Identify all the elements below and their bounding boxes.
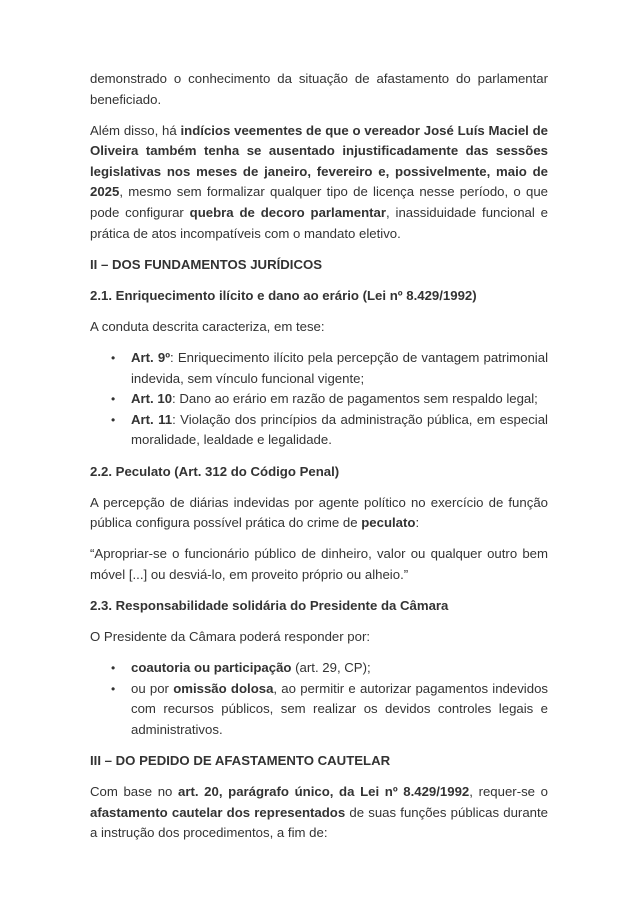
text-run: A percepção de diárias indevidas por agente político no exercício de função pública configura possível prática do crime de [90,494,548,531]
bullet-icon: • [111,412,116,427]
text-run: , requer-se o [469,784,548,800]
bullet-icon: • [111,681,116,696]
paragraph-continuation: demonstrado o conhecimento da situação de afastamento do parlamentar beneficiado. [90,71,548,107]
text-run-bold: Art. 11 [131,411,173,427]
bullet-icon: • [111,392,116,407]
text-run: Além disso, há [90,122,181,138]
bullet-icon: • [111,351,116,366]
text-run-bold: coautoria ou participação [131,660,292,676]
list-responsabilidades [90,658,548,740]
bullet-icon: • [111,661,116,676]
text-run-bold: indícios veementes de que o vereador José Luís Maciel de Oliveira também tenha se ausentado injustificadamente das sessões legislativas nos meses de janeiro, fevereiro e, possivelmente, maio de 2025 [90,122,548,200]
text-run: , inassiduidade funcional e prática de atos incompatíveis com o mandato eletivo. [90,205,548,241]
text-run: (art. 29, CP); [291,660,371,676]
paragraph-presidente-camara: O Presidente da Câmara poderá responder por: [90,629,371,645]
text-run: , ao permitir e autorizar pagamentos indevidos com recursos públicos, sem realizar os devidos controles legais e administrativos. [131,680,548,737]
text-run-bold: quebra de decoro parlamentar [189,205,387,221]
paragraph-conduta-descrita: A conduta descrita caracteriza, em tese: [90,318,325,334]
text-run: Com base no [90,784,179,800]
text-run-bold: art. 20, parágrafo único, da Lei nº 8.429/1992 [178,784,470,800]
text-run: , mesmo sem formalizar qualquer tipo de licença nesse período, o que pode configurar [90,184,548,221]
text-run-bold: peculato [361,515,416,531]
list-item-coautoria [90,658,548,679]
text-run: ou por [131,680,174,696]
heading-2-3-responsabilidade-solidaria: 2.3. Responsabilidade solidária do Presidente da Câmara [90,597,449,613]
text-run-bold: Art. 10 [131,391,173,407]
list-item-art-10 [90,389,548,410]
paragraph-percepcao-diarias [90,493,548,534]
list-item-art-11 [90,410,548,451]
text-run: : Dano ao erário em razão de pagamentos sem respaldo legal; [172,391,538,407]
paragraph-com-base-art-20 [90,782,548,844]
text-run-bold: Art. 9º [131,350,171,366]
heading-section-2-fundamentos-juridicos: II – DOS FUNDAMENTOS JURÍDICOS [90,256,323,272]
text-run: : [415,515,420,531]
text-run: : Enriquecimento ilícito pela percepção de vantagem patrimonial indevida, sem vínculo funcional vigente; [131,350,548,386]
heading-2-2-peculato: 2.2. Peculato (Art. 312 do Código Penal) [90,463,340,479]
paragraph-indicios-veementes [90,121,548,245]
text-run: de suas funções públicas durante a instrução dos procedimentos, a fim de: [90,804,548,841]
paragraph-citacao-codigo-penal: “Apropriar-se o funcionário público de dinheiro, valor ou qualquer outro bem móvel [...] ou desviá-lo, em proveito próprio ou alheio.” [90,546,548,582]
heading-section-3-pedido-afastamento-cautelar: III – DO PEDIDO DE AFASTAMENTO CAUTELAR [90,753,391,769]
list-item-omissao-dolosa [90,679,548,741]
text-run-bold: omissão dolosa [173,680,274,696]
list-artigos-lei-8429 [90,348,548,451]
list-item-art-9 [90,348,548,389]
text-run-bold: afastamento cautelar dos representados [90,804,346,820]
heading-2-1-enriquecimento-ilicito: 2.1. Enriquecimento ilícito e dano ao erário (Lei nº 8.429/1992) [90,287,477,303]
text-run: : Violação dos princípios da administração pública, em especial moralidade, lealdade e legalidade. [131,411,548,448]
